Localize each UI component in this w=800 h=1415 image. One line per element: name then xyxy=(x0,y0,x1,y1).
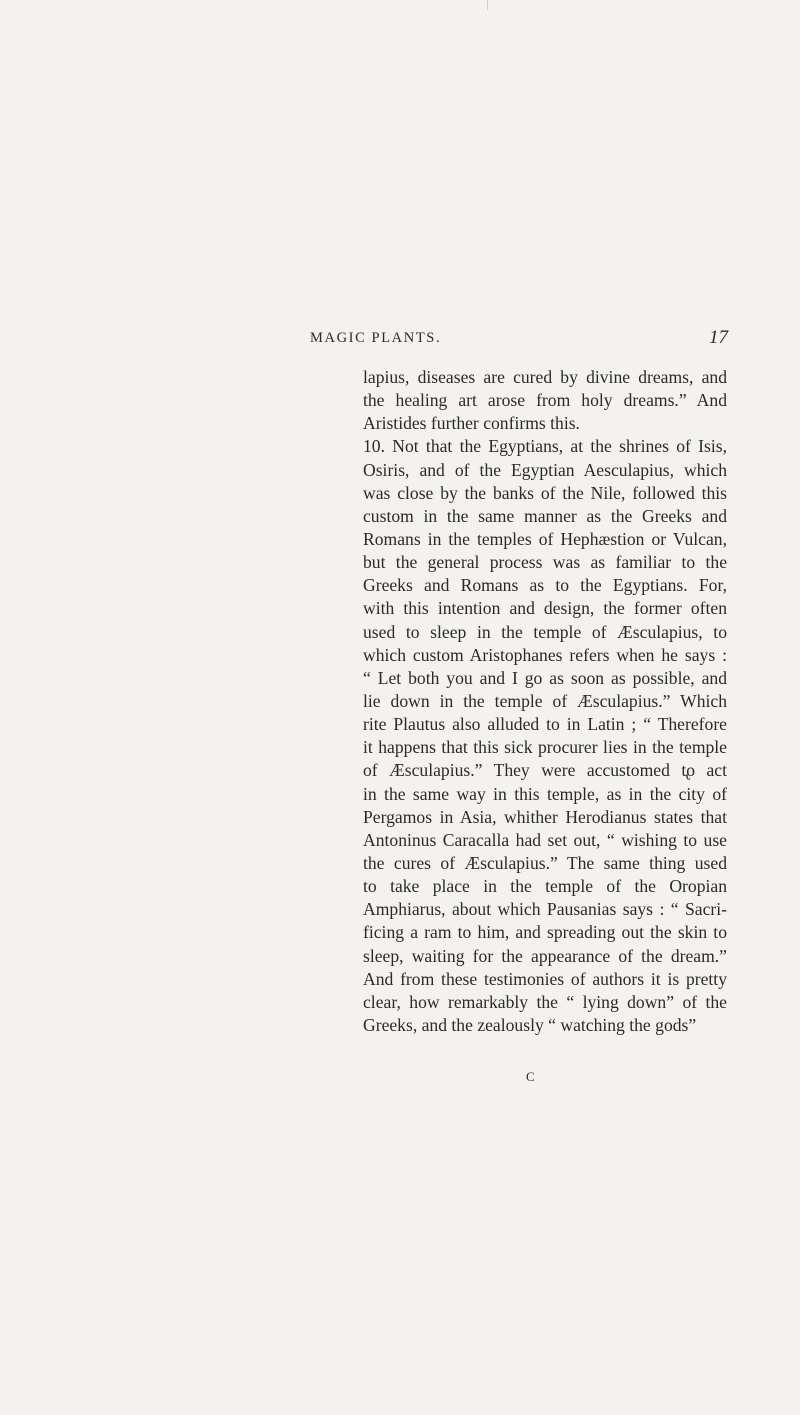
text-line: the cures of Æsculapius.” The same thing used xyxy=(363,852,727,873)
text-line: with this intention and design, the former often xyxy=(363,598,727,619)
text-line: Greeks, and the zealously “ watching the gods” xyxy=(363,1014,697,1035)
page-number: 17 xyxy=(709,327,728,348)
text-line: lie down in the temple of Æsculapius.” Which xyxy=(363,690,727,711)
text-line: ficing a ram to him, and spreading out the skin to xyxy=(363,922,727,943)
text-line: 10. Not that the Egyptians, at the shrines of Isis, xyxy=(363,436,727,457)
text-line: the healing art arose from holy dreams.” And xyxy=(363,390,727,411)
text-line: Osiris, and of the Egyptian Aesculapius, which xyxy=(363,459,727,480)
signature-mark: C xyxy=(526,1069,536,1084)
text-line: Antoninus Caracalla had set out, “ wishing to use xyxy=(363,829,727,850)
body-text xyxy=(363,366,727,1037)
page-crease-mark xyxy=(487,0,488,10)
text-line: to take place in the temple of the Oropian xyxy=(363,876,727,897)
text-line: clear, how remarkably the “ lying down” of the xyxy=(363,991,727,1012)
text-line: Greeks and Romans as to the Egyptians. For, xyxy=(363,575,727,596)
text-line: of Æsculapius.” They were accustomed t̢o act xyxy=(363,760,727,781)
text-line: “ Let both you and I go as soon as possible, and xyxy=(363,667,727,688)
text-line: Aristides further confirms this. xyxy=(363,413,580,434)
text-line: sleep, waiting for the appearance of the dream.” xyxy=(363,945,727,966)
page-header xyxy=(310,328,728,352)
text-line: custom in the same manner as the Greeks and xyxy=(363,505,727,526)
text-line: And from these testimonies of authors it is pretty xyxy=(363,968,727,989)
text-line: used to sleep in the temple of Æsculapius, to xyxy=(363,621,727,642)
text-line: which custom Aristophanes refers when he says : xyxy=(363,644,727,665)
text-line: Amphiarus, about which Pausanias says : “ Sacri- xyxy=(363,899,727,920)
text-line: lapius, diseases are cured by divine dreams, and xyxy=(363,367,727,387)
text-line: Pergamos in Asia, whither Herodianus states that xyxy=(363,806,727,827)
text-line: in the same way in this temple, as in the city of xyxy=(363,783,727,804)
running-title: MAGIC PLANTS. xyxy=(310,330,442,346)
text-line: Romans in the temples of Hephæstion or Vulcan, xyxy=(363,528,727,549)
text-line: but the general process was as familiar to the xyxy=(363,552,727,573)
text-line: was close by the banks of the Nile, followed this xyxy=(363,482,727,503)
text-line: it happens that this sick procurer lies in the temple xyxy=(363,737,727,758)
text-line: rite Plautus also alluded to in Latin ; “ Therefore xyxy=(363,714,727,735)
